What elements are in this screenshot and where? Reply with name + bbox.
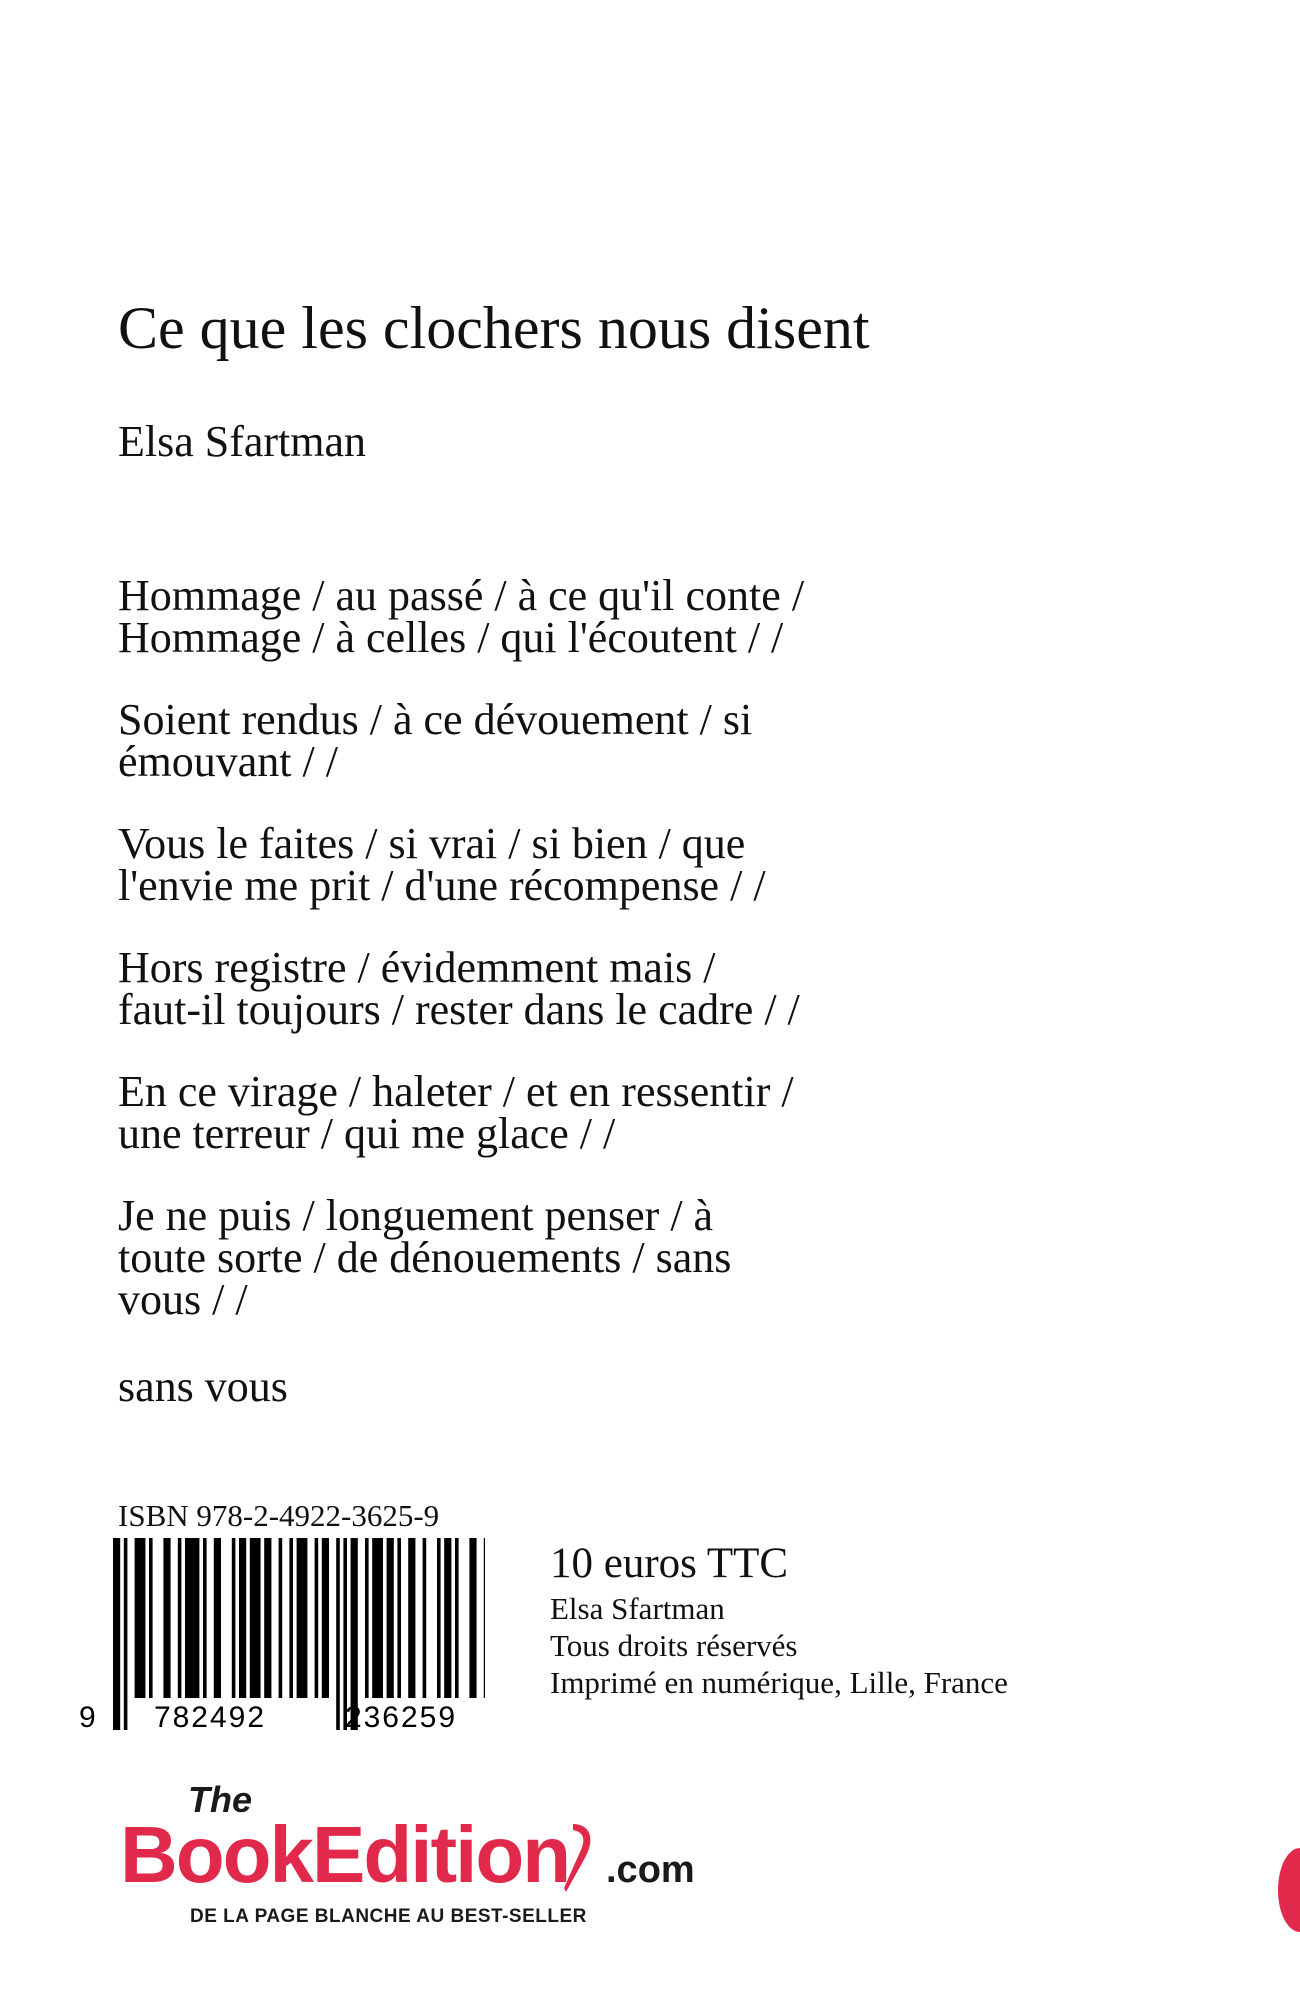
logo-the: The [188,1779,253,1820]
publisher-logo [118,1764,718,1944]
barcode-bar [239,1538,246,1698]
poem-line: En ce virage / haleter / et en ressentir / [118,1067,794,1116]
price-info [550,1538,1008,1701]
logo-suffix: .com [606,1849,695,1891]
barcode-bar [408,1538,415,1698]
barcode-bar [135,1538,146,1698]
barcode-bar [423,1538,427,1698]
logo-o-feather: o [475,1810,523,1899]
barcode-bar [203,1538,207,1698]
barcode-bar [214,1538,221,1698]
poem-line: faut-il toujours / rester dans le cadre / / [118,985,800,1034]
barcode-bar [113,1538,120,1730]
barcode-bar [264,1538,271,1698]
poem-line: Hors registre / évidemment mais / [118,943,716,992]
poem-stanza [118,695,1018,786]
corner-mark [1278,1848,1300,1932]
poem-stanza [118,1067,1018,1158]
barcode-bar [397,1538,401,1698]
poem-stanza [118,819,1018,910]
poem-stanza [118,1191,1018,1324]
barcode-bar [178,1538,182,1698]
poem-line: Hommage / à celles / qui l'écoutent / / [118,613,784,662]
printing-notice: Imprimé en numérique, Lille, France [550,1665,1008,1700]
barcode-bar [469,1538,476,1698]
barcode-bar [279,1538,283,1698]
barcode-bar [444,1538,451,1698]
barcode-bar [124,1538,128,1730]
barcode-digit-first: 9 [79,1701,96,1733]
poem-line: Vous le faites / si vrai / si bien / que [118,819,746,868]
poem-stanza [118,571,1018,662]
barcode-bar [372,1538,383,1698]
barcode-bar [322,1538,329,1698]
poem-line: Hommage / au passé / à ce qu'il conte / [118,571,805,620]
barcode [75,1538,485,1733]
poem-stanza [118,943,1018,1034]
logo-main-end: n [522,1810,570,1899]
logo-tagline: DE LA PAGE BLANCHE AU BEST-SELLER [190,1906,587,1927]
poem-line: vous / / [118,1275,248,1324]
barcode-bar [365,1538,369,1698]
barcode-bar [289,1538,293,1698]
barcode-bar [315,1538,319,1698]
logo-wordmark [120,1810,569,1899]
barcode-bar [437,1538,441,1698]
barcode-bar [336,1538,340,1730]
poem-final-line: sans vous [118,1362,288,1411]
barcode-bar [232,1538,236,1698]
price: 10 euros TTC [550,1540,789,1587]
poem-line: Je ne puis / longuement penser / à [118,1191,714,1240]
barcode-digits-right: 236259 [344,1701,458,1733]
rights-holder: Elsa Sfartman [550,1591,725,1626]
barcode-bar [185,1538,199,1698]
barcode-bar [455,1538,459,1698]
logo-main: BookEditi [120,1810,476,1899]
barcode-bar [163,1538,170,1698]
poem-line: une terreur / qui me glace / / [118,1109,616,1158]
barcode-bar [250,1538,261,1698]
poem-line: toute sorte / de dénouements / sans [118,1233,732,1282]
poem-line: Soient rendus / à ce dévouement / si [118,695,753,744]
barcode-bar [387,1538,394,1698]
barcode-bar [297,1538,308,1698]
book-author: Elsa Sfartman [118,417,367,466]
book-title: Ce que les clochers nous disent [118,295,870,361]
poem [118,571,1018,1361]
poem-line: émouvant / / [118,737,338,786]
poem-line: l'envie me prit / d'une récompense / / [118,861,766,910]
rights-notice: Tous droits réservés [550,1628,798,1663]
isbn-label: ISBN 978-2-4922-3625-9 [118,1498,440,1533]
barcode-bar [484,1538,485,1698]
barcode-bar [149,1538,153,1698]
barcode-digits-left: 782492 [153,1701,267,1733]
